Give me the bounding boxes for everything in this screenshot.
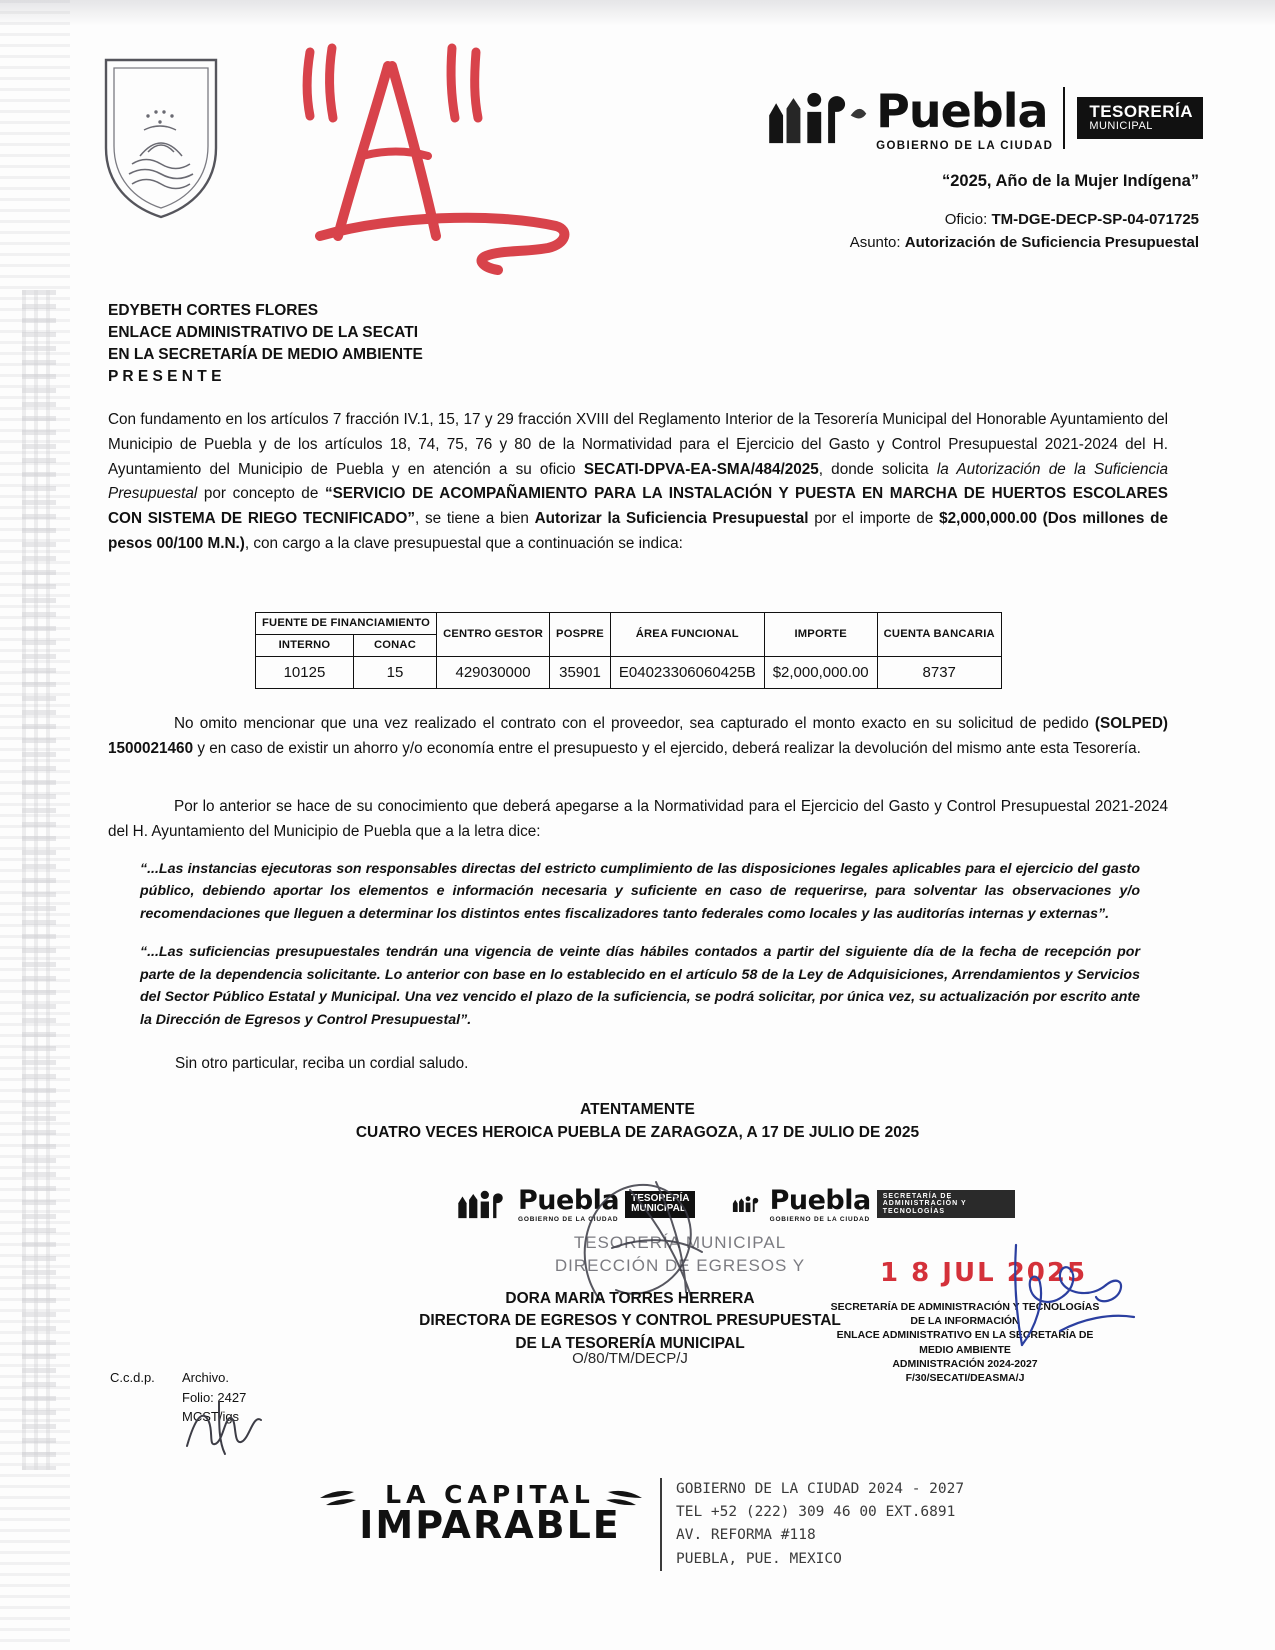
asunto-label: Asunto: (849, 234, 901, 252)
asunto-value: Autorización de Suficiencia Presupuestal (904, 234, 1199, 252)
reception-line-6: F/30/SECATI/DEASMA/J (905, 1371, 1025, 1384)
quote-2: “...Las suficiencias presupuestales tendrán una vigencia de veinte días hábiles contados a partir del siguiente día de la fecha de recepción por parte de la dependencia solicitante. Lo anterior con base en lo establecido en el artículo 58 de la Ley de Adquisiciones, Arrendamientos y Servicios del Sector Público Estatal y Municipal. Una vez vencido el plazo de la suficiencia, se podrá solicitar, por única vez, su actualización por escrito ante la Dirección de Egresos y Control Presupuestal”. (140, 944, 1140, 1028)
place-and-date: CUATRO VECES HEROICA PUEBLA DE ZARAGOZA, A 17 DE JULIO DE 2025 (355, 1124, 920, 1142)
td-interno: 10125 (256, 656, 354, 688)
signer-name: DORA MARIA TORRES HERRERA (505, 1290, 755, 1307)
table-header-row-1 (256, 613, 1002, 635)
closing-line: Sin otro particular, reciba un cordial saludo. (175, 1055, 469, 1072)
th-pospre: POSPRE (550, 613, 611, 657)
signer-title-1: DIRECTORA DE EGRESOS Y CONTROL PRESUPUESTAL (419, 1312, 841, 1330)
initials-signature (175, 1389, 295, 1462)
td-importe: $2,000,000.00 (764, 656, 877, 688)
td-pospre: 35901 (550, 656, 611, 688)
signature-logo-sub: GOBIERNO DE LA CIUDAD (518, 1216, 619, 1223)
body-paragraph-3 (108, 795, 1168, 859)
oficio-block (499, 208, 1199, 255)
oficio-value: TM-DGE-DECP-SP-04-071725 (991, 211, 1199, 228)
p1-text-d: , se tiene a bien (415, 510, 535, 528)
footer-info-line4: PUEBLA, PUE. MEXICO (676, 1550, 842, 1567)
ccdp-line-3: MCST/igs (182, 1409, 240, 1424)
scan-shadow-top (0, 0, 1275, 26)
footer-info-line3: AV. REFORMA #118 (676, 1527, 816, 1544)
atentamente-label: ATENTAMENTE (580, 1101, 695, 1118)
p1-text-e: por el importe de (808, 510, 940, 528)
reception-line-3: ENLACE ADMINISTRATIVO EN LA SECRETARÍA DE (836, 1329, 1094, 1342)
td-conac: 15 (353, 656, 436, 688)
body-paragraph-2 (108, 712, 1168, 776)
signer-code: O/80/TM/DECP/J (572, 1350, 688, 1367)
p3-text: Por lo anterior se hace de su conocimiento que deberá apegarse a la Normatividad para el Ejercicio del Gasto y Control Presupuestal 2021-2024 del H. Ayuntamiento del Municipio de Puebla que a la letra dice: (108, 798, 1168, 840)
p1-text-c: por concepto de (197, 485, 325, 503)
oficio-label: Oficio: (944, 211, 988, 228)
addressee-block (108, 300, 728, 388)
p1-text-a: Con fundamento en los artículos 7 fracción IV.1, 15, 17 y 29 fracción XVIII del Reglamento Interior de la Tesorería Municipal del Honorable Ayuntamiento del Municipio de Puebla y de los artículos 18, 74, 75, 76 y 80 de la Normatividad para el Ejercicio del Gasto y Control Presupuestal 2021-2024 del H. Ayuntamiento del Municipio de Puebla y en atención a su oficio (108, 411, 1168, 478)
reception-date-stamp: 1 8 JUL 2025 (880, 1258, 1088, 1288)
addressee-role-1: ENLACE ADMINISTRATIVO DE LA SECATI (108, 324, 418, 341)
brand-divider (1063, 87, 1065, 149)
td-cuenta-bancaria: 8737 (877, 656, 1001, 688)
municipal-crest-icon (96, 52, 226, 222)
p1-oficio-ref: SECATI-DPVA-EA-SMA/484/2025 (583, 460, 819, 478)
year-slogan: “2025, Año de la Mujer Indígena” (941, 172, 1199, 190)
ccdp-line-2: Folio: 2427 (182, 1389, 247, 1405)
signature-logo-word: Puebla (518, 1185, 620, 1216)
puebla-glyph-icon-small (455, 1186, 513, 1222)
ccdp-line-1: Archivo. (182, 1370, 229, 1385)
quote-1: “...Las instancias ejecutoras son responsables directas del estricto cumplimiento de las disposiciones legales aplicables para el ejercicio del gasto público, debiendo aportar los elementos e información necesaria y suficiente en caso de requerirse, para solventar las observaciones y/o recomendaciones que lleguen a determinar los distintos entes fiscalizadores tanto federales como locales y las auditorías internas y externas”. (140, 861, 1140, 922)
p1-italic-phrase: la Autorización de la Suficiencia Presupuestal (108, 460, 1169, 503)
footer-logo-line1: LA CAPITAL (385, 1480, 595, 1509)
tesoreria-badge (1077, 97, 1203, 138)
seal-line-1: TESORERÍA MUNICIPAL (573, 1233, 787, 1252)
wing-right-icon (600, 1478, 644, 1514)
table-row (256, 656, 1002, 688)
addressee-name: EDYBETH CORTES FLORES (108, 302, 319, 319)
brand-subtitle: GOBIERNO DE LA CIUDAD (876, 140, 1054, 152)
signer-title-2: DE LA TESORERÍA MUNICIPAL (515, 1334, 745, 1352)
th-centro-gestor: CENTRO GESTOR (437, 613, 550, 657)
body-paragraph-1 (108, 408, 1168, 571)
footer-contact-info (660, 1478, 964, 1571)
tesoreria-badge-line1: TESORERÍA (1089, 102, 1193, 122)
secati-badge-text: SECRETARÍA DE ADMINISTRACIÓN Y TECNOLOGÍAS (882, 1192, 967, 1215)
footer-info-line2: TEL +52 (222) 309 46 00 EXT.6891 (676, 1504, 956, 1521)
p1-importe: $2,000,000.00 (Dos millones de pesos 00/100 M.N.) (108, 510, 1168, 552)
signature-heading (0, 1098, 1275, 1145)
reception-line-2: DE LA INFORMACIÓN (910, 1315, 1020, 1328)
th-fuente-financiamiento: FUENTE DE FINANCIAMIENTO (256, 613, 437, 635)
budget-table (255, 612, 1002, 689)
puebla-brand-logo (733, 72, 1203, 164)
th-conac: CONAC (353, 634, 436, 656)
reception-line-5: ADMINISTRACIÓN 2024-2027 (892, 1357, 1038, 1370)
budget-table-wrapper (255, 612, 1002, 689)
addressee-role-2: EN LA SECRETARÍA DE MEDIO AMBIENTE (108, 346, 423, 363)
signature-logo-badge-line2: MUNICIPAL (631, 1203, 686, 1214)
ccdp-label: C.c.d.p. (110, 1370, 155, 1385)
p2-text-b: y en caso de existir un ahorro y/o economía entre el presupuesto y el ejercido, deberá realizar la devolución del mismo ante esta Tesorería. (193, 739, 1141, 757)
p2-solped: (SOLPED) 1500021460 (108, 715, 1168, 757)
p1-text-f: , con cargo a la clave presupuestal que a continuación se indica: (244, 534, 683, 552)
signature-logo-badge-line1: TESORERÍA (631, 1192, 690, 1204)
th-interno: INTERNO (256, 634, 354, 656)
tesoreria-badge-line2: MUNICIPAL (1089, 120, 1153, 133)
wing-left-icon (318, 1478, 362, 1514)
p1-concepto: “SERVICIO DE ACOMPAÑAMIENTO PARA LA INSTALACIÓN Y PUESTA EN MARCHA DE HUERTOS ESCOLARES CON SISTEMA DE RIEGO TECNIFICADO” (108, 485, 1168, 528)
p2-text-a: No omito mencionar que una vez realizado el contrato con el proveedor, sea capturado el monto exacto en su solicitud de pedido (174, 715, 1095, 732)
p1-autorizar: Autorizar la Suficiencia Presupuestal (534, 510, 809, 528)
normativity-quotes (140, 858, 1140, 1047)
reception-stamp-block (800, 1300, 1130, 1385)
footer-info-line1: GOBIERNO DE LA CIUDAD 2024 - 2027 (676, 1481, 965, 1497)
td-centro-gestor: 429030000 (437, 656, 550, 688)
th-importe: IMPORTE (764, 613, 877, 657)
th-cuenta-bancaria: CUENTA BANCARIA (877, 613, 1001, 657)
th-area-funcional: ÁREA FUNCIONAL (610, 613, 764, 657)
secati-badge (877, 1190, 1015, 1218)
brand-wordmark: Puebla (876, 84, 1048, 138)
signature-logo-sub-2: GOBIERNO DE LA CIUDAD (769, 1216, 870, 1223)
signature-logo-word-2: Puebla (769, 1185, 871, 1216)
reception-line-1: SECRETARÍA DE ADMINISTRACIÓN Y TECNOLOGÍAS (830, 1301, 1100, 1313)
seal-line-2: DIRECCIÓN DE EGRESOS Y (554, 1255, 806, 1275)
p1-text-b: , donde solicita (818, 460, 937, 478)
reception-line-4: MEDIO AMBIENTE (919, 1343, 1011, 1356)
addressee-presente: P R E S E N T E (108, 368, 222, 385)
footer-logo-line2: IMPARABLE (359, 1503, 621, 1547)
td-area-funcional: E04023306060425B (610, 656, 764, 688)
scan-edge-left (0, 0, 70, 1650)
puebla-glyph-icon (764, 85, 868, 151)
footer-logo (340, 1480, 640, 1547)
